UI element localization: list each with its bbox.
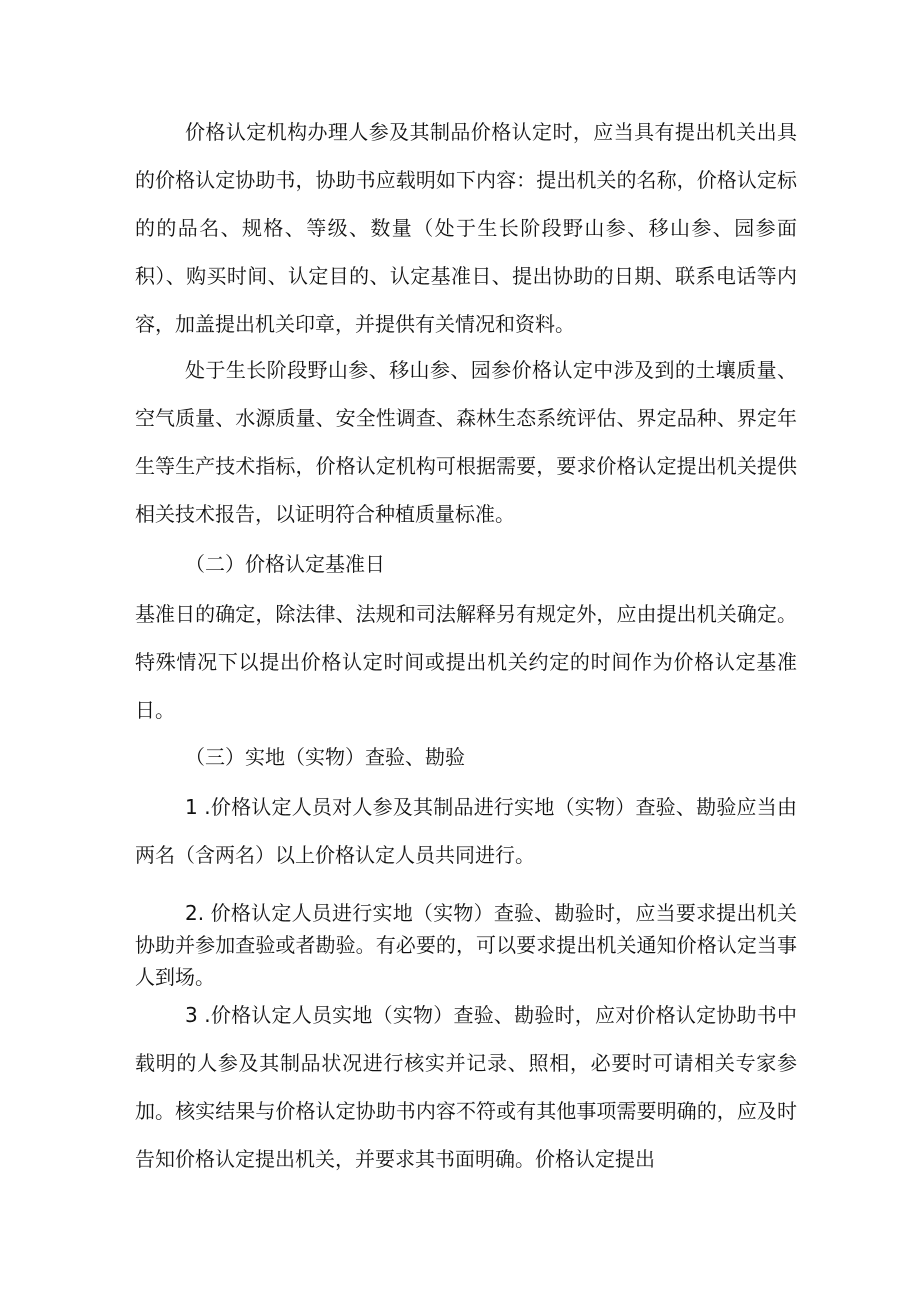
list-item-inspection-1: 1 .价格认定人员对人参及其制品进行实地（实物）查验、勘验应当由两名（含两名）以上价格认定人员共同进行。 (135, 795, 797, 867)
section-heading-inspection: （三）实地（实物）查验、勘验 (185, 745, 465, 769)
section-heading-base-date: （二）价格认定基准日 (185, 552, 385, 576)
list-item-inspection-2: 2. 价格认定人员进行实地（实物）查验、勘验时，应当要求提出机关协助并参加查验或者勘验。有必要的，可以要求提出机关通知价格认定当事人到场。 (135, 901, 797, 989)
paragraph-assistance-letter: 价格认定机构办理人参及其制品价格认定时，应当具有提出机关出具的价格认定协助书，协助书应载明如下内容：提出机关的名称，价格认定标的的品名、规格、等级、数量（处于生长阶段野山参、移山参、园参面积）、购买时间、认定目的、认定基准日、提出协助的日期、联系电话等内容，加盖提出机关印章，并提供有关情况和资料。 (135, 120, 797, 336)
paragraph-technical-indicators: 处于生长阶段野山参、移山参、园参价格认定中涉及到的土壤质量、空气质量、水源质量、安全性调查、森林生态系统评估、界定品种、界定年生等生产技术指标，价格认定机构可根据需要，要求价格认定提出机关提供相关技术报告，以证明符合种植质量标准。 (135, 358, 797, 526)
paragraph-base-date: 基准日的确定，除法律、法规和司法解释另有规定外，应由提出机关确定。特殊情况下以提出价格认定时间或提出机关约定的时间作为价格认定基准日。 (135, 602, 797, 722)
list-item-inspection-3: 3 .价格认定人员实地（实物）查验、勘验时，应对价格认定协助书中载明的人参及其制品状况进行核实并记录、照相，必要时可请相关专家参加。核实结果与价格认定协助书内容不符或有其他事项需要明确的，应及时告知价格认定提出机关，并要求其书面明确。价格认定提出 (135, 1003, 797, 1171)
